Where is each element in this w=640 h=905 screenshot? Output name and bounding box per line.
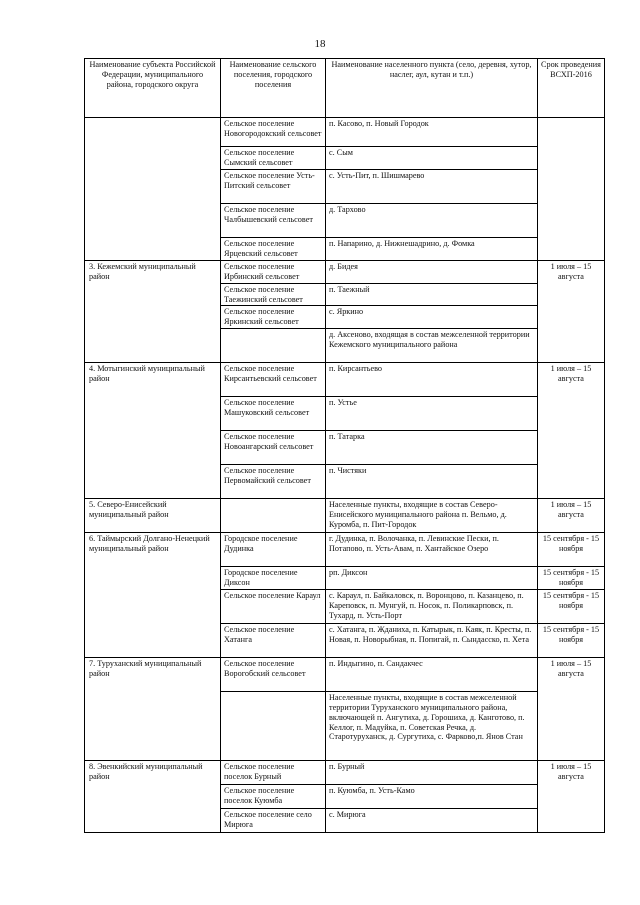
locality-cell: с. Мирюга	[326, 809, 538, 833]
locality-cell: с. Яркино	[326, 306, 538, 329]
district-cell	[85, 118, 221, 261]
settlement-cell: Сельское поселение Кирсантьевский сельсовет	[221, 363, 326, 397]
locality-cell: п. Таежный	[326, 283, 538, 306]
period-cell: 1 июля – 15 августа	[538, 499, 605, 533]
locality-cell: д. Бидея	[326, 260, 538, 283]
district-cell: 7. Туруханский муниципальный район	[85, 658, 221, 761]
locality-cell: д. Тархово	[326, 204, 538, 238]
locality-cell: с. Сым	[326, 147, 538, 170]
locality-cell: Населенные пункты, входящие в состав межселенной территории Туруханского муниципального района, включающей п. Ангутиха, д. Горошиха, д. Канготово, п. Келлог, п. Мадуйка, п. Советская Речка, д. Старотуруханск, д. Сургутиха, с. Фарково,п. Янов Стан	[326, 692, 538, 761]
header-locality: Наименование населенного пункта (село, деревня, хутор, наслег, аул, кутан и т.п.)	[326, 59, 538, 118]
period-cell: 15 сентября - 15 ноября	[538, 590, 605, 624]
settlement-cell	[221, 329, 326, 363]
settlement-cell: Сельское поселение Машуковский сельсовет	[221, 397, 326, 431]
settlement-cell: Сельское поселение село Мирюга	[221, 809, 326, 833]
locality-cell: г. Дудинка, п. Волочанка, п. Левинские Пески, п. Потапово, п. Усть-Авам, п. Хантайское Озеро	[326, 533, 538, 567]
locality-cell: п. Куюмба, п. Усть-Камо	[326, 785, 538, 809]
settlement-cell	[221, 692, 326, 761]
header-period: Срок проведения ВСХП-2016	[538, 59, 605, 118]
settlement-cell: Сельское поселение Ирбинский сельсовет	[221, 260, 326, 283]
locality-cell: с. Хатанга, п. Жданиха, п. Катырык, п. Каяк, п. Кресты, п. Новая, п. Новорыбная, п. Попигай, п. Сындасско, п. Хета	[326, 624, 538, 658]
locality-cell: п. Чистяки	[326, 465, 538, 499]
district-cell: 3. Кежемский муниципальный район	[85, 260, 221, 363]
table-row	[85, 260, 605, 283]
locality-cell: п. Индыгино, п. Сандакчес	[326, 658, 538, 692]
locality-cell: п. Татарка	[326, 431, 538, 465]
locality-cell: с. Усть-Пит, п. Шишмарево	[326, 170, 538, 204]
locality-cell: рп. Диксон	[326, 567, 538, 590]
period-cell: 15 сентября - 15 ноября	[538, 533, 605, 567]
settlement-cell: Сельское поселение Усть-Питский сельсовет	[221, 170, 326, 204]
locality-cell: Населенные пункты, входящие в состав Северо-Енисейского муниципального района п. Вельмо, д. Куромба, п. Пит-Городок	[326, 499, 538, 533]
settlement-cell: Сельское поселение Ворогобский сельсовет	[221, 658, 326, 692]
table-row	[85, 363, 605, 397]
table-row	[85, 658, 605, 692]
district-cell: 5. Северо-Енисейский муниципальный район	[85, 499, 221, 533]
district-cell: 8. Эвенкийский муниципальный район	[85, 761, 221, 833]
locality-cell: д. Аксеново, входящая в состав межселенной территории Кежемского муниципального района	[326, 329, 538, 363]
period-cell: 1 июля – 15 августа	[538, 658, 605, 761]
period-cell: 15 сентября - 15 ноября	[538, 567, 605, 590]
table-row	[85, 761, 605, 785]
settlement-cell: Сельское поселение Яркинский сельсовет	[221, 306, 326, 329]
settlement-cell: Сельское поселение Новогородокский сельсовет	[221, 118, 326, 147]
page-number: 18	[314, 38, 326, 50]
locality-cell: с. Караул, п. Байкаловск, п. Воронцово, п. Казанцево, п. Кареповск, п. Мунгуй, п. Носок, п. Поликарповск, п. Тухард, п. Усть-Порт	[326, 590, 538, 624]
settlement-cell: Сельское поселение Новоангарский сельсовет	[221, 431, 326, 465]
locality-cell: п. Напарино, д. Нижнешадрино, д. Фомка	[326, 238, 538, 261]
census-schedule-table	[84, 58, 605, 833]
district-cell: 6. Таймырский Долгано-Ненецкий муниципальный район	[85, 533, 221, 658]
period-cell: 15 сентября - 15 ноября	[538, 624, 605, 658]
locality-cell: п. Касово, п. Новый Городок	[326, 118, 538, 147]
table-row	[85, 499, 605, 533]
table-row	[85, 533, 605, 567]
district-cell: 4. Мотыгинский муниципальный район	[85, 363, 221, 499]
settlement-cell: Сельское поселение Сымский сельсовет	[221, 147, 326, 170]
settlement-cell: Сельское поселение Таежинский сельсовет	[221, 283, 326, 306]
settlement-cell: Сельское поселение поселок Куюмба	[221, 785, 326, 809]
settlement-cell: Городское поселение Диксон	[221, 567, 326, 590]
period-cell: 1 июля – 15 августа	[538, 260, 605, 363]
table-row	[85, 118, 605, 147]
locality-cell: п. Бурный	[326, 761, 538, 785]
settlement-cell: Сельское поселение поселок Бурный	[221, 761, 326, 785]
header-settlement: Наименование сельского поселения, городского поселения	[221, 59, 326, 118]
settlement-cell: Сельское поселение Первомайский сельсовет	[221, 465, 326, 499]
period-cell: 1 июля – 15 августа	[538, 363, 605, 499]
settlement-cell: Сельское поселение Хатанга	[221, 624, 326, 658]
settlement-cell: Сельское поселение Чалбышевский сельсовет	[221, 204, 326, 238]
settlement-cell: Сельское поселение Ярцевский сельсовет	[221, 238, 326, 261]
period-cell: 1 июля – 15 августа	[538, 761, 605, 833]
header-subject: Наименование субъекта Российской Федерации, муниципального района, городского округа	[85, 59, 221, 118]
settlement-cell: Городское поселение Дудинка	[221, 533, 326, 567]
locality-cell: п. Кирсантьево	[326, 363, 538, 397]
period-cell	[538, 118, 605, 261]
settlement-cell: Сельское поселение Караул	[221, 590, 326, 624]
settlement-cell	[221, 499, 326, 533]
table-header-row	[85, 59, 605, 118]
locality-cell: п. Устье	[326, 397, 538, 431]
